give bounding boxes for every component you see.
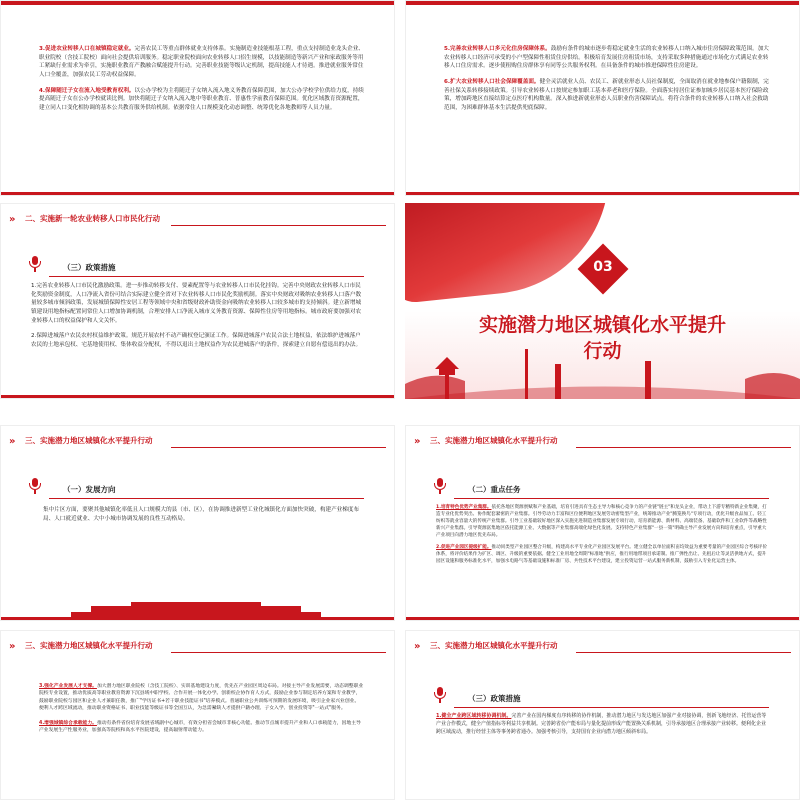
subsection-title: （三）政策措施 — [468, 694, 521, 703]
section-header — [1, 430, 394, 452]
chevron-right-icon: » — [414, 641, 421, 652]
slide-6-body — [436, 504, 769, 572]
bottom-bar — [1, 395, 394, 398]
slide-5-body — [43, 506, 364, 530]
paragraph-text: 推动同类型产业园区整合升级，构建高水平专业化产业园区发展平台。建立健全以单位面积亩均效益为重要考量的产业园区综合考核评价体系，将评价结果作为扩区、调区、升级的重要依据。健全工业用地全周期"标准地"供应，推行用地带项目承诺制。推广弹性出让、先租后让等灵活供地方式，提升园区设施和服务标准化水平，加强水电路气等基础设施和标准厂房、共性技术平台建设，建立投资运营一站式服务新机制，鼓励引入专业化运营主体。 — [436, 544, 768, 564]
section-title: 三、实施潜力地区城镇化水平提升行动 — [430, 436, 558, 445]
paragraph — [39, 87, 364, 113]
city-skyline-graphic — [405, 339, 800, 399]
slide-8-body — [436, 713, 769, 743]
cover-title-line-1: 实施潜力地区城镇化水平提升 — [478, 314, 726, 336]
divider — [576, 447, 791, 448]
slide-2-body — [444, 45, 769, 120]
highlight-label: 5.完善农业转移人口多元化住房保障体系。 — [444, 46, 551, 52]
cover-title-line-2: 行动 — [583, 339, 622, 362]
section-number: 03 — [593, 259, 613, 275]
section-title: 二、实施新一轮农业转移人口市民化行动 — [25, 214, 160, 223]
bottom-bar — [1, 617, 394, 620]
paragraph-text: 依托各地区资源禀赋和产业基础，培育引进具有生态主导力和核心竞争力的产业链"链主"和龙头企业，带动上下游专精特新企业集聚，打造专业化优势突出、协作配套紧密的产业集群。引导劳动力丰富和区位便利地区发展劳动密集型产业，统筹推动产业"腾笼换鸟"专项行动，优化升级食品加工、轻工纺织等就业容量大的传统产业集群。引导工业基础较好地区深入实施先进制造业集群发展专项行动，培育新能源、新材料、高端装备、基础软件和工业软件等战略性新兴产业集群。引导资源富集地区依托能源工业、大数据等产业集群高端化绿色化发展。支持特色产业集群"一县一策"明确主导产业发展方向和培育重点，引导重大产业项目向潜力地区优先布局。 — [436, 505, 767, 539]
section-header — [406, 430, 799, 452]
section-title: 三、实施潜力地区城镇化水平提升行动 — [430, 641, 558, 650]
highlight-label: 1.健全产业跨区域转移协调机制。 — [436, 713, 512, 719]
paragraph — [436, 504, 769, 540]
section-title: 三、实施潜力地区城镇化水平提升行动 — [25, 436, 153, 445]
bottom-bar — [1, 192, 394, 195]
divider — [171, 652, 386, 653]
chevron-right-icon: » — [9, 214, 16, 225]
chevron-right-icon: » — [9, 436, 16, 447]
paragraph: 1.完善农业转移人口市民化激励政策。进一步推动转移支付、要素配置等与农业转移人口市民化挂钩。完善中央财政农业转移人口市民化奖励资金制度，人口净流入省份可结合实际建立健全省对下农业转移人口市民化奖励机制。落实中央财政对吸纳农业转移人口落户数量较多城市倾斜政策，发展城镇保障性安居工程等领域中央和省级财政补助资金向吸纳农业转移人口较多城市的支持倾斜。建立新增城镇建设用地指标配置同常住人口增加协调机制，合理安排人口净流入城市义务教育资源、保障性住房等用地指标。城市政府要加强对农业转移人口的权益保护和人文关怀。 — [31, 283, 362, 324]
paragraph — [436, 544, 769, 565]
divider — [576, 652, 791, 653]
highlight-label: 3.强化产业发展人才支撑。 — [39, 684, 97, 689]
divider — [171, 447, 386, 448]
highlight-label: 4.增强城镇综合承载能力。 — [39, 720, 97, 726]
slide-7 — [0, 630, 395, 800]
subsection-title: （三）政策措施 — [63, 263, 116, 272]
slide-5 — [0, 425, 395, 621]
slide-3 — [0, 203, 395, 399]
highlight-label: 3.促进农业转移人口在城镇稳定就业。 — [39, 46, 135, 52]
microphone-icon — [29, 478, 41, 494]
slide-8 — [405, 630, 800, 800]
slide-2 — [405, 0, 800, 196]
paragraph: 2.保障进城落户农民农村权益维护政策。规范开展农村不动产确权登记颁证工作。保障进城落户农民合法土地权益，依法维护进城落户农民的土地承包权、宅基地使用权、集体收益分配权，不得以退出土地权益作为农民进城落户的条件，探索建立自愿有偿退出的办法。 — [31, 333, 362, 348]
section-header — [1, 635, 394, 657]
paragraph-text: 完善产业在国内梯度有序转移的协作机制，推动潜力地区与发达地区加强产业对接协调，创新飞地经济、托管运营等产业合作模式，健全产值指标等利益共享机制。完善跨省份产能布局与量化提前形成产能置换关系机制，引导承接地区合理承接产业转移。便利化企业跨区域流动，推行经营主体等事务跨省通办。加强考核引导，支持国有企业向潜力地区倾斜布局。 — [436, 713, 767, 735]
chevron-right-icon: » — [414, 436, 421, 447]
subsection-title: （二）重点任务 — [468, 485, 521, 494]
paragraph-text: 以公办学校为主将随迁子女纳入流入地义务教育保障范围，加大公办学校学位供给力度，持续提高随迁子女在公办学校就读比例。加快将随迁子女纳入流入地中等职业教育、普惠性学前教育保障范围。优化区域教育资源配置，建立同人口变化相协调的基本公共教育服务供给机制。依据常住人口规模变化动态调整、统筹优化各地教师等人员力量。 — [39, 87, 364, 111]
divider — [171, 225, 386, 226]
red-flag-graphic — [405, 203, 621, 305]
highlight-label: 6.扩大农业转移人口社会保障覆盖面。 — [444, 78, 540, 85]
paragraph-text: 健全灵活就业人员、农民工、新就业形态人员社保制度，全面取消在就业地参保户籍限制，完善社保关系转移接续政策。引导农业转移人口按规定参加职工基本养老和医疗保险。全面落实持居住证参加城乡居民基本医疗保险政策，增加跨地区直接结算定点医疗机构数量。深入推进新就业形态人员职业伤害保障试点。将符合条件的农业转移人口纳入社会救助范围，为困难群体基本生活提供兜底保障。 — [444, 78, 769, 111]
microphone-icon — [434, 478, 446, 494]
divider — [49, 498, 364, 499]
paragraph: 集中片区方面，要聚其他城镇化率低且人口规模大的县（市、区），在协调推进新型工业化城镇化方面加快突破，构建产业梯度布局、人口就近就业、大中小城市协调发展的良性互动格局。 — [43, 507, 360, 522]
paragraph — [39, 45, 364, 80]
section-header — [1, 208, 394, 230]
section-cover-slide — [405, 203, 800, 399]
microphone-icon — [29, 256, 41, 272]
paragraph — [444, 78, 769, 113]
bottom-bar — [406, 617, 799, 620]
microphone-icon — [434, 687, 446, 703]
slide-7-body — [39, 683, 364, 742]
top-bar — [1, 1, 394, 5]
paragraph — [39, 683, 364, 713]
top-bar — [406, 1, 799, 5]
highlight-label: 1.培育特色优势产业集群。 — [436, 505, 492, 510]
slide-3-body — [31, 282, 364, 357]
divider — [454, 498, 769, 499]
section-title: 三、实施潜力地区城镇化水平提升行动 — [25, 641, 153, 650]
chevron-right-icon: » — [9, 641, 16, 652]
slide-1 — [0, 0, 395, 196]
subsection-title: （一）发展方向 — [63, 485, 116, 494]
paragraph-text: 推动有条件省份培育发展省域副中心城市，有效分担省会城市非核心功能。推动节点城市提升产业和人口承载能力，因地主导产业发展生产性服务业，加强高等院校和高水平医院建设，提高辐射带动能力。 — [39, 720, 361, 734]
paragraph — [436, 713, 769, 736]
slide-1-body — [39, 45, 364, 120]
paragraph — [39, 720, 364, 735]
divider — [454, 707, 769, 708]
section-header — [406, 635, 799, 657]
paragraph — [444, 45, 769, 71]
paragraph-text: 鼓励有条件的城市逐步将稳定就业生活的农业转移人口纳入城市住房保障政策范围。加大农业转移人口经济可承受的小户型保障性租赁住房供给。积极培育发展住房租赁市场，支持采取多种措施通过市场化方式满足农业转移人口住房需求。逐步使租购住房群体享有同等公共服务权利。在具备条件的城市推进保障性住房建设。 — [444, 46, 769, 70]
paragraph-text: 加大潜力地区职业院校（含技工院校）、实训基地建设力度，优先在产业园区周边布局。对接主导产业发展需要，动态调整职业院校专业设置，推动优质高等职业教育资源下沉县域中职学校、合作开展一体化办学。创新校企协作育人方式，鼓励企业参与制定培养方案和专业教学，鼓励职业院校与园区和企业人才兼职任教，推广"学历证书+若干职业技能证书"培养模式。普通职业公共训练可预期的发展环境，吸引企业家兴业创业。便利人才跨区域流动，推动职业资格证书、职业技能等级证书等全国互认，为急需紧缺人才提供户籍办理、子女入学、创业投资等"一站式"服务。 — [39, 684, 364, 712]
highlight-label: 4.保障随迁子女在流入地受教育权利。 — [39, 87, 135, 94]
highlight-label: 2.促进产业园区提级扩能。 — [436, 544, 492, 550]
divider — [49, 276, 364, 277]
bottom-bar — [406, 192, 799, 195]
slide-6 — [405, 425, 800, 621]
paragraph-text: 完善农民工等重点群体就业支持体系。实施制造业技能根基工程，重点支持制造业龙头企业、职业院校（含技工院校）面向社会提供培训服务。稳定职业院校面向农业转移人口招生规模，以技能制造等新兴产业和家政服务等用工紧缺行业需求为牵引，实施职业教育产教融合赋能提升行动。完善职业技能等级认定机制，提高技能人才待遇。推进就业服务常住人口全覆盖，加强农民工劳动权益保障。 — [39, 46, 364, 78]
